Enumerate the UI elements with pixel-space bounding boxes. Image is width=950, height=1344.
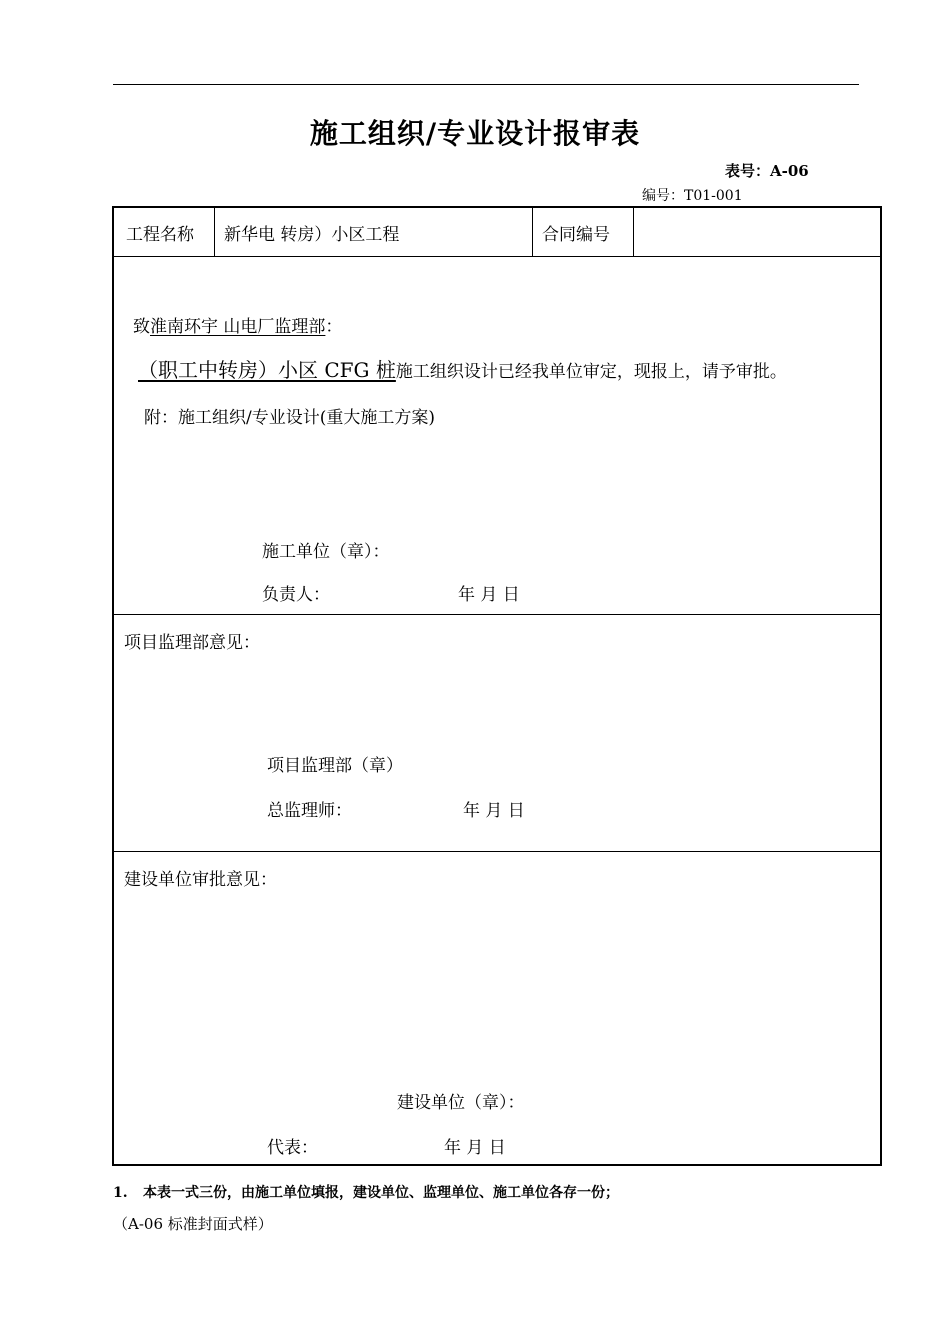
- submission-subject: （职工中转房）小区 CFG 桩: [138, 358, 396, 382]
- supervision-seal: 项目监理部（章）: [267, 756, 403, 776]
- construction-unit-seal: 施工单位（章）：: [262, 542, 390, 562]
- row-divider: [114, 614, 880, 615]
- owner-seal: 建设单位（章）：: [397, 1093, 525, 1113]
- addressee-suffix: ：: [325, 317, 343, 337]
- row-divider: [114, 851, 880, 852]
- sample-caption: （A-06 标准封面式样）: [113, 1215, 273, 1233]
- form-number: 表号：A-06: [725, 162, 809, 180]
- supervision-date: 年 月 日: [463, 801, 525, 821]
- representative-label: 代表：: [267, 1138, 318, 1158]
- column-divider: [214, 208, 215, 256]
- submission-statement: [138, 354, 787, 383]
- footnote-number: 1.: [113, 1185, 128, 1201]
- submission-text: 施工组织设计已经我单位审定，现报上，请予审批。: [395, 362, 787, 382]
- header-rule: [113, 84, 859, 85]
- approval-form-table: [112, 206, 882, 1166]
- attachment-line: 附：施工组织/专业设计(重大施工方案): [144, 408, 435, 428]
- serial-number: 编号：T01-001: [642, 188, 743, 204]
- owner-approval-heading: 建设单位审批意见：: [124, 870, 277, 890]
- supervision-opinion-heading: 项目监理部意见：: [124, 633, 260, 653]
- addressee-name: 淮南环宇 山电厂监理部: [150, 317, 326, 337]
- chief-supervisor-label: 总监理师：: [267, 801, 352, 821]
- column-divider: [633, 208, 634, 256]
- footnote: [113, 1182, 619, 1202]
- footnote-text: 本表一式三份，由施工单位填报，建设单位、监理单位、施工单位各存一份；: [143, 1185, 619, 1201]
- row-divider: [114, 256, 880, 257]
- person-in-charge-label: 负责人：: [262, 585, 330, 605]
- page-title: 施工组织/专业设计报审表: [309, 117, 641, 150]
- contract-number-label: 合同编号: [542, 225, 610, 245]
- addressee-line: [133, 312, 342, 337]
- column-divider: [532, 208, 533, 256]
- addressee-prefix: 致: [133, 317, 150, 337]
- submission-date: 年 月 日: [458, 585, 520, 605]
- project-name-label: 工程名称: [126, 225, 194, 245]
- project-name-value: 新华电 转房）小区工程: [224, 225, 400, 245]
- owner-date: 年 月 日: [444, 1138, 506, 1158]
